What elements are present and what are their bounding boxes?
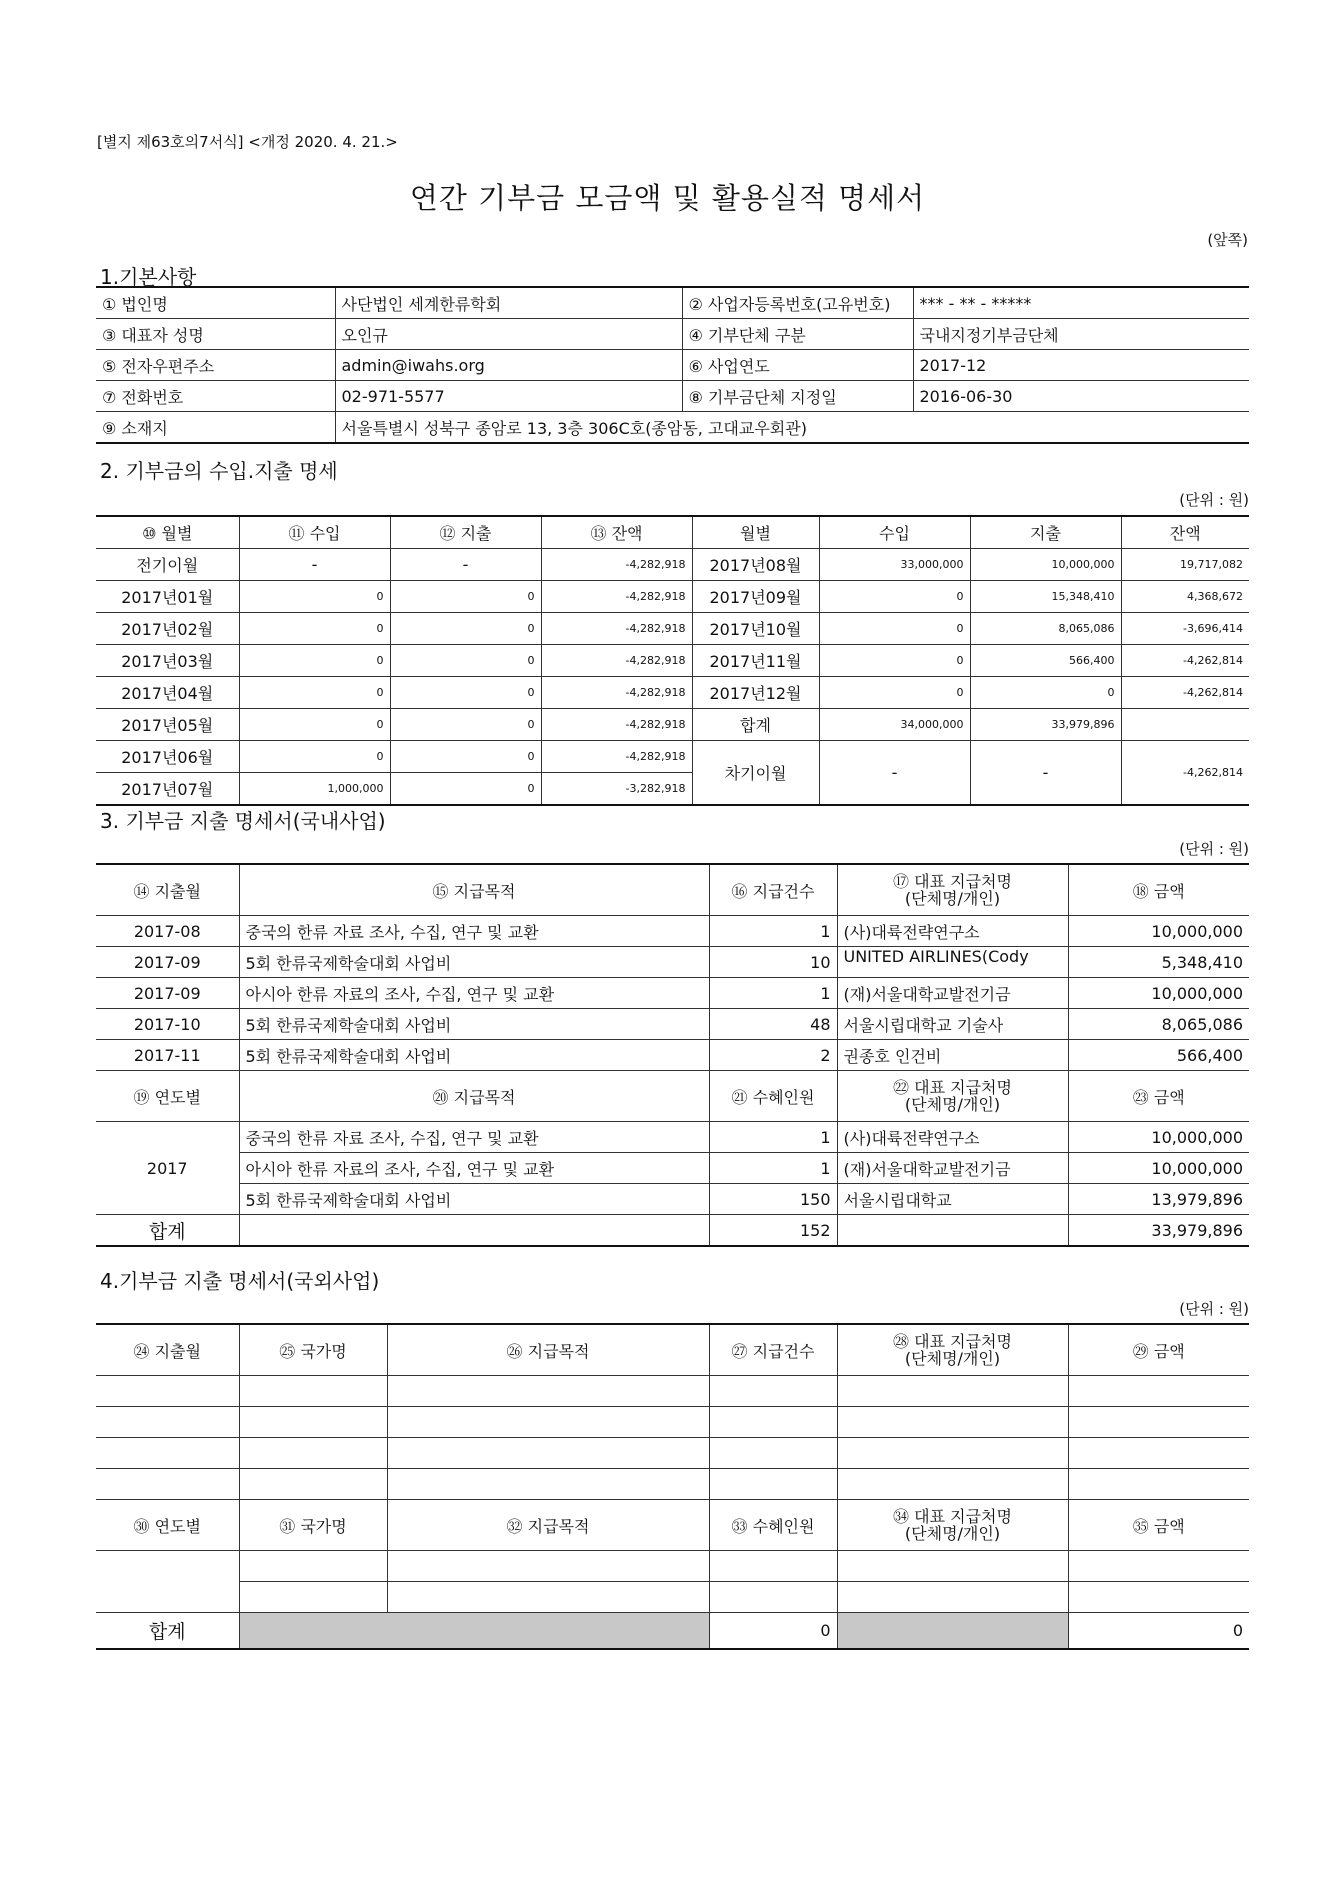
count: 2 (709, 1040, 837, 1071)
org-type-label: ④ 기부단체 구분 (682, 319, 913, 350)
month: 2017년05월 (96, 709, 239, 741)
foreign-table (96, 1323, 1249, 1650)
col-expense: ⑫ 지출 (390, 516, 541, 549)
total-expense: 33,979,896 (970, 709, 1121, 741)
empty-cell (387, 1376, 709, 1407)
empty-cell (387, 1582, 709, 1613)
empty-cell (96, 1376, 239, 1407)
amount: 10,000,000 (1068, 1153, 1249, 1184)
payee: (재)서울대학교발전기금 (837, 1153, 1068, 1184)
finance-row (96, 677, 1249, 709)
col-expense-month: ⑭ 지출월 (96, 864, 239, 916)
address-label: ⑨ 소재지 (96, 412, 335, 444)
col-month: ⑩ 월별 (96, 516, 239, 549)
expense: 0 (390, 677, 541, 709)
month: 2017년06월 (96, 741, 239, 773)
empty-cell (96, 1407, 239, 1438)
empty-cell (709, 1469, 837, 1500)
col-country: ㉛ 국가명 (239, 1500, 387, 1551)
foreign-row (96, 1469, 1249, 1500)
empty-cell (239, 1551, 387, 1582)
business-no-label: ② 사업자등록번호(고유번호) (682, 287, 913, 319)
month: 2017년08월 (692, 549, 819, 581)
income: 33,000,000 (819, 549, 970, 581)
basic-row (96, 287, 1249, 319)
month: 2017년12월 (692, 677, 819, 709)
empty-cell (709, 1376, 837, 1407)
col-year: ㉚ 연도별 (96, 1500, 239, 1551)
empty-cell (1068, 1407, 1249, 1438)
balance: -4,282,918 (541, 645, 692, 677)
empty-cell (387, 1438, 709, 1469)
payee-header-line1: ㉞ 대표 지급처명 (893, 1507, 1012, 1526)
expense: 0 (390, 613, 541, 645)
foreign-header-row (96, 1324, 1249, 1376)
empty-cell (709, 1551, 837, 1582)
section-basic-title: 1.기본사항 (100, 265, 197, 289)
total-count: 152 (709, 1215, 837, 1247)
domestic-row (96, 1009, 1249, 1040)
balance: 4,368,672 (1121, 581, 1249, 613)
col-purpose: ㉖ 지급목적 (387, 1324, 709, 1376)
empty-cell (239, 1438, 387, 1469)
col-expense-2: 지출 (970, 516, 1121, 549)
email-value: admin@iwahs.org (335, 350, 682, 381)
month: 2017년09월 (692, 581, 819, 613)
col-expense-month: ㉔ 지출월 (96, 1324, 239, 1376)
income: 0 (239, 613, 390, 645)
income: 0 (239, 709, 390, 741)
empty-cell (96, 1438, 239, 1469)
empty-cell (1068, 1376, 1249, 1407)
empty-cell (709, 1407, 837, 1438)
expense: - (390, 549, 541, 581)
amount: 8,065,086 (1068, 1009, 1249, 1040)
col-beneficiaries: ㉝ 수혜인원 (709, 1500, 837, 1551)
month: 전기이월 (96, 549, 239, 581)
count: 1 (709, 978, 837, 1009)
col-income-2: 수입 (819, 516, 970, 549)
payee: 서울시립대학교 (837, 1184, 1068, 1215)
basic-row (96, 319, 1249, 350)
empty-cell (387, 1407, 709, 1438)
phone-label: ⑦ 전화번호 (96, 381, 335, 412)
foreign-row (96, 1376, 1249, 1407)
corp-name-value: 사단법인 세계한류학회 (335, 287, 682, 319)
expense-month: 2017-09 (96, 947, 239, 978)
total-amount: 0 (1068, 1613, 1249, 1650)
foreign-year-row (96, 1551, 1249, 1582)
col-count: ⑯ 지급건수 (709, 864, 837, 916)
month: 2017년01월 (96, 581, 239, 613)
empty-cell (1068, 1551, 1249, 1582)
payee: 서울시립대학교 기술사 (837, 1009, 1068, 1040)
month: 2017년04월 (96, 677, 239, 709)
purpose: 중국의 한류 자료 조사, 수집, 연구 및 교환 (239, 916, 709, 947)
purpose: 아시아 한류 자료의 조사, 수집, 연구 및 교환 (239, 978, 709, 1009)
domestic-row (96, 947, 1249, 978)
empty-cell (1068, 1582, 1249, 1613)
empty-cell (837, 1469, 1068, 1500)
expense: 0 (390, 581, 541, 613)
beneficiaries: 1 (709, 1153, 837, 1184)
empty-cell (837, 1438, 1068, 1469)
expense-month: 2017-11 (96, 1040, 239, 1071)
ceo-label: ③ 대표자 성명 (96, 319, 335, 350)
foreign-year-row (96, 1582, 1249, 1613)
balance: -4,262,814 (1121, 677, 1249, 709)
count: 10 (709, 947, 837, 978)
section-finance-title: 2. 기부금의 수입.지출 명세 (100, 459, 338, 483)
domestic-header-row-2 (96, 1071, 1249, 1122)
year: 2017 (96, 1122, 239, 1215)
total-label: 합계 (96, 1215, 239, 1247)
month: 2017년11월 (692, 645, 819, 677)
payee: (재)서울대학교발전기금 (837, 978, 1068, 1009)
count: 1 (709, 916, 837, 947)
col-month-2: 월별 (692, 516, 819, 549)
domestic-row (96, 916, 1249, 947)
empty-cell (1068, 1438, 1249, 1469)
expense-month: 2017-09 (96, 978, 239, 1009)
expense: 0 (390, 773, 541, 806)
income: 0 (239, 581, 390, 613)
income: - (239, 549, 390, 581)
amount: 10,000,000 (1068, 1122, 1249, 1153)
domestic-year-row (96, 1184, 1249, 1215)
finance-table (96, 515, 1249, 806)
front-label: (앞쪽) (1207, 231, 1248, 249)
empty-cell (837, 1407, 1068, 1438)
foreign-total-row (96, 1613, 1249, 1650)
business-no-value: *** - ** - ***** (913, 287, 1249, 319)
income: 1,000,000 (239, 773, 390, 806)
balance: -4,282,918 (541, 677, 692, 709)
form-id: [별지 제63호의7서식] <개정 2020. 4. 21.> (97, 133, 398, 151)
purpose: 5회 한류국제학술대회 사업비 (239, 947, 709, 978)
payee-header-line1: ㉒ 대표 지급처명 (893, 1078, 1012, 1097)
balance: -4,282,918 (541, 741, 692, 773)
col-country: ㉕ 국가명 (239, 1324, 387, 1376)
empty-cell (837, 1376, 1068, 1407)
finance-row (96, 709, 1249, 741)
expense: 8,065,086 (970, 613, 1121, 645)
domestic-total-row (96, 1215, 1249, 1247)
payee-header-line1: ⑰ 대표 지급처명 (893, 872, 1012, 891)
purpose: 5회 한류국제학술대회 사업비 (239, 1040, 709, 1071)
balance: -3,282,918 (541, 773, 692, 806)
purpose: 5회 한류국제학술대회 사업비 (239, 1009, 709, 1040)
expense: 15,348,410 (970, 581, 1121, 613)
month: 2017년10월 (692, 613, 819, 645)
empty-cell (709, 1582, 837, 1613)
fiscal-year-label: ⑥ 사업연도 (682, 350, 913, 381)
count: 48 (709, 1009, 837, 1040)
foreign-row (96, 1407, 1249, 1438)
balance: -4,282,918 (541, 549, 692, 581)
beneficiaries: 150 (709, 1184, 837, 1215)
email-label: ⑤ 전자우편주소 (96, 350, 335, 381)
income: 0 (819, 645, 970, 677)
col-payee (837, 1071, 1068, 1122)
payee: 권종호 인건비 (837, 1040, 1068, 1071)
col-income: ⑪ 수입 (239, 516, 390, 549)
empty-cell (837, 1582, 1068, 1613)
expense: 0 (390, 645, 541, 677)
col-balance-2: 잔액 (1121, 516, 1249, 549)
domestic-row (96, 978, 1249, 1009)
col-amount: ㉓ 금액 (1068, 1071, 1249, 1122)
col-amount: ㉟ 금액 (1068, 1500, 1249, 1551)
month: 2017년03월 (96, 645, 239, 677)
expense: 566,400 (970, 645, 1121, 677)
month: 2017년02월 (96, 613, 239, 645)
col-amount: ⑱ 금액 (1068, 864, 1249, 916)
finance-row (96, 581, 1249, 613)
domestic-year-row (96, 1153, 1249, 1184)
payee: UNITED AIRLINES(Cody (837, 947, 1068, 978)
amount: 566,400 (1068, 1040, 1249, 1071)
org-type-value: 국내지정기부금단체 (913, 319, 1249, 350)
corp-name-label: ① 법인명 (96, 287, 335, 319)
col-beneficiaries: ㉑ 수혜인원 (709, 1071, 837, 1122)
domestic-year-row (96, 1122, 1249, 1153)
total-blank (239, 1215, 709, 1247)
unit-label: (단위 : 원) (1179, 491, 1249, 509)
purpose: 중국의 한류 자료 조사, 수집, 연구 및 교환 (239, 1122, 709, 1153)
empty-cell (387, 1551, 709, 1582)
basic-row (96, 381, 1249, 412)
payee-header-line2: (단체명/개인) (904, 1524, 1001, 1543)
col-purpose: ㉜ 지급목적 (387, 1500, 709, 1551)
expense-month: 2017-10 (96, 1009, 239, 1040)
designation-date-value: 2016-06-30 (913, 381, 1249, 412)
amount: 10,000,000 (1068, 916, 1249, 947)
income: 0 (819, 613, 970, 645)
total-label: 합계 (692, 709, 819, 741)
balance: 19,717,082 (1121, 549, 1249, 581)
col-payee (837, 1324, 1068, 1376)
phone-value: 02-971-5577 (335, 381, 682, 412)
expense: 0 (970, 677, 1121, 709)
domestic-row (96, 1040, 1249, 1071)
income: 0 (239, 677, 390, 709)
page-title: 연간 기부금 모금액 및 활용실적 명세서 (409, 181, 926, 215)
payee-header-line2: (단체명/개인) (904, 1095, 1001, 1114)
col-amount: ㉙ 금액 (1068, 1324, 1249, 1376)
finance-row (96, 549, 1249, 581)
fiscal-year-value: 2017-12 (913, 350, 1249, 381)
col-year: ⑲ 연도별 (96, 1071, 239, 1122)
col-count: ㉗ 지급건수 (709, 1324, 837, 1376)
total-amount: 33,979,896 (1068, 1215, 1249, 1247)
payee-header-line1: ㉘ 대표 지급처명 (893, 1332, 1012, 1351)
empty-cell (96, 1551, 239, 1613)
payee-header-line2: (단체명/개인) (904, 1349, 1001, 1368)
finance-row (96, 613, 1249, 645)
expense: 0 (390, 741, 541, 773)
purpose: 5회 한류국제학술대회 사업비 (239, 1184, 709, 1215)
designation-date-label: ⑧ 기부금단체 지정일 (682, 381, 913, 412)
carry-balance: -4,262,814 (1121, 741, 1249, 806)
foreign-header-row-2 (96, 1500, 1249, 1551)
amount: 13,979,896 (1068, 1184, 1249, 1215)
empty-cell (837, 1551, 1068, 1582)
finance-row (96, 645, 1249, 677)
balance: -4,282,918 (541, 613, 692, 645)
beneficiaries: 1 (709, 1122, 837, 1153)
payee: (사)대륙전략연구소 (837, 916, 1068, 947)
empty-cell (1068, 1469, 1249, 1500)
empty-cell (709, 1438, 837, 1469)
col-purpose: ⑮ 지급목적 (239, 864, 709, 916)
balance: -4,282,918 (541, 709, 692, 741)
domestic-table (96, 863, 1249, 1247)
balance: -4,262,814 (1121, 645, 1249, 677)
balance: -4,282,918 (541, 581, 692, 613)
basic-row (96, 350, 1249, 381)
foreign-row (96, 1438, 1249, 1469)
domestic-header-row (96, 864, 1249, 916)
finance-row (96, 741, 1249, 773)
col-purpose: ⑳ 지급목적 (239, 1071, 709, 1122)
purpose: 아시아 한류 자료의 조사, 수집, 연구 및 교환 (239, 1153, 709, 1184)
total-shaded (239, 1613, 709, 1650)
unit-label: (단위 : 원) (1179, 1300, 1249, 1318)
balance: -3,696,414 (1121, 613, 1249, 645)
carry-income: - (819, 741, 970, 806)
total-income: 34,000,000 (819, 709, 970, 741)
expense: 0 (390, 709, 541, 741)
carry-expense: - (970, 741, 1121, 806)
income: 0 (239, 645, 390, 677)
amount: 5,348,410 (1068, 947, 1249, 978)
section-domestic-title: 3. 기부금 지출 명세서(국내사업) (100, 809, 386, 833)
basic-row (96, 412, 1249, 444)
empty-cell (387, 1469, 709, 1500)
address-value: 서울특별시 성북구 종암로 13, 3층 306C호(종암동, 고대교우회관) (335, 412, 1249, 444)
col-payee (837, 864, 1068, 916)
unit-label: (단위 : 원) (1179, 840, 1249, 858)
col-payee (837, 1500, 1068, 1551)
empty-cell (239, 1469, 387, 1500)
income: 0 (819, 581, 970, 613)
total-count: 0 (709, 1613, 837, 1650)
empty-cell (239, 1407, 387, 1438)
total-blank (837, 1215, 1068, 1247)
col-balance: ⑬ 잔액 (541, 516, 692, 549)
income: 0 (239, 741, 390, 773)
finance-header-row (96, 516, 1249, 549)
total-shaded (837, 1613, 1068, 1650)
section-foreign-title: 4.기부금 지출 명세서(국외사업) (100, 1269, 380, 1293)
carry-label: 차기이월 (692, 741, 819, 806)
expense-month: 2017-08 (96, 916, 239, 947)
ceo-value: 오인규 (335, 319, 682, 350)
payee: (사)대륙전략연구소 (837, 1122, 1068, 1153)
expense: 10,000,000 (970, 549, 1121, 581)
empty-cell (239, 1376, 387, 1407)
empty-cell (239, 1582, 387, 1613)
income: 0 (819, 677, 970, 709)
total-balance (1121, 709, 1249, 741)
total-label: 합계 (96, 1613, 239, 1650)
month: 2017년07월 (96, 773, 239, 806)
empty-cell (96, 1469, 239, 1500)
amount: 10,000,000 (1068, 978, 1249, 1009)
payee-header-line2: (단체명/개인) (904, 889, 1001, 908)
basic-info-table (96, 286, 1249, 444)
